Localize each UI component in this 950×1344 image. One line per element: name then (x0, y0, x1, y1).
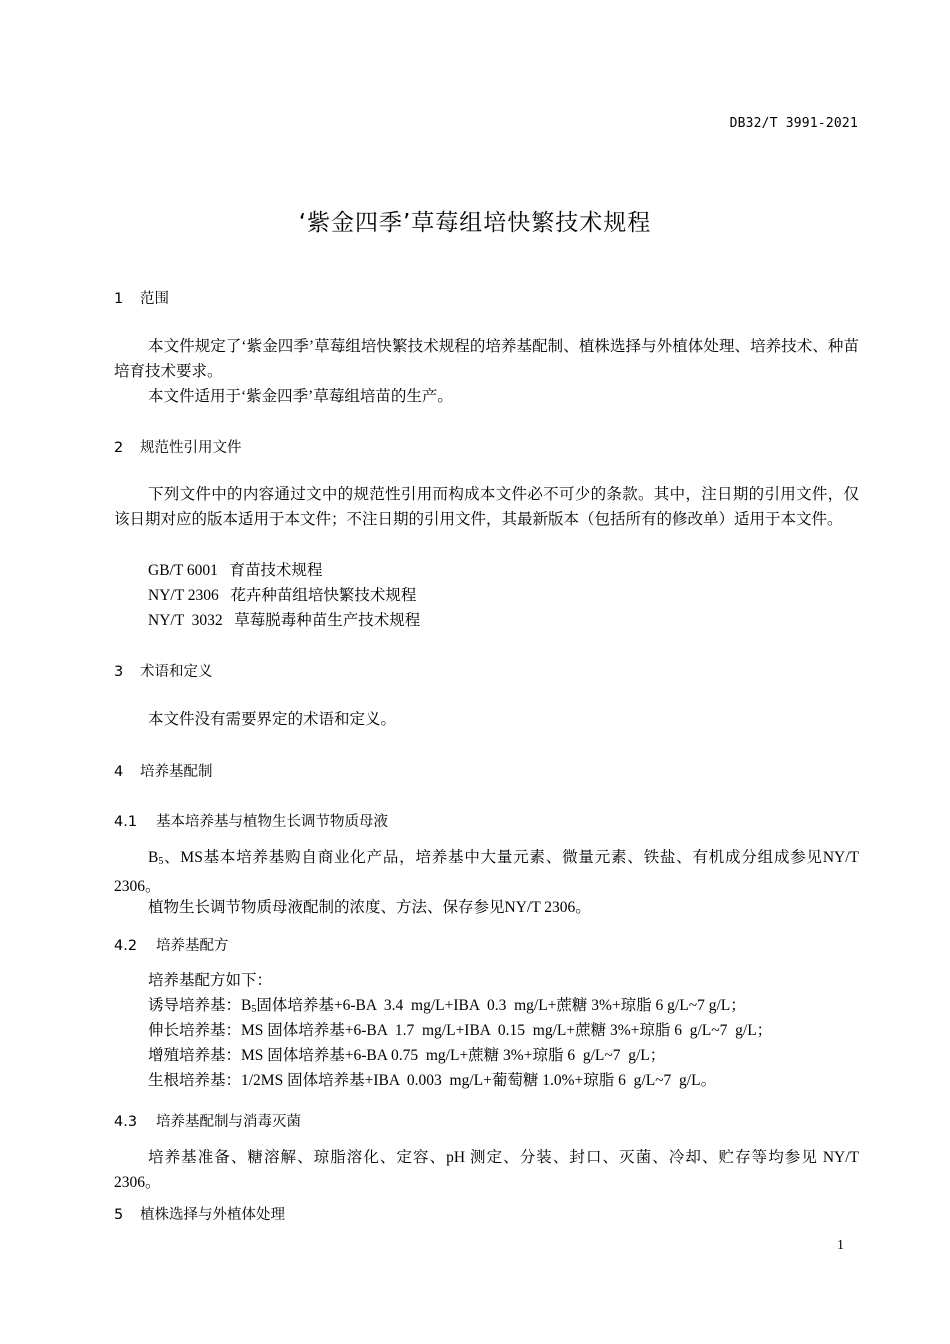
section-2-paragraph-1: 下列文件中的内容通过文中的规范性引用而构成本文件必不可少的条款。其中，注日期的引用文件，仅该日期对应的版本适用于本文件；不注日期的引用文件，其最新版本（包括所有的修改单）适用于本文件。 (114, 486, 859, 528)
section-4-1-heading: 4.1 基本培养基与植物生长调节物质母液 (114, 814, 388, 830)
section-3-heading: 3 术语和定义 (114, 664, 213, 680)
section-1-paragraph-1: 本文件规定了‘紫金四季’草莓组培快繁技术规程的培养基配制、植株选择与外植体处理、培养技术、种苗培育技术要求。 (114, 338, 859, 380)
section-3-paragraph-1: 本文件没有需要界定的术语和定义。 (148, 711, 397, 728)
section-4-1-paragraph-1: $B_5$、MS基本培养基购自商业化产品，培养基中大量元素、微量元素、铁盐、有机成分组成参见NY/T 2306。 (114, 849, 859, 895)
page-number: 1 (837, 1238, 844, 1253)
reference-item: NY/T 3032 草莓脱毒种苗生产技术规程 (148, 612, 421, 629)
formula-rooting: 生根培养基：1/2MS 固体培养基+IBA 0.003 mg/L+葡萄糖 1.0%+琼脂 6 g/L~7 g/L。 (148, 1072, 717, 1089)
section-4-3-paragraph-1: 培养基准备、糖溶解、琼脂溶化、定容、pH 测定、分装、封口、灭菌、冷却、贮存等均参见 NY/T 2306。 (114, 1149, 859, 1191)
formula-induction: 诱导培养基：$B_5$固体培养基+6-BA 3.4 mg/L+IBA 0.3 mg/L+蔗糖 3%+琼脂 6 g/L~7 g/L； (148, 997, 746, 1015)
section-2-heading: 2 规范性引用文件 (114, 440, 242, 456)
section-4-3-heading: 4.3 培养基配制与消毒灭菌 (114, 1114, 301, 1130)
section-4-2-heading: 4.2 培养基配方 (114, 938, 229, 954)
section-4-heading: 4 培养基配制 (114, 764, 213, 780)
reference-item: NY/T 2306 花卉种苗组培快繁技术规程 (148, 587, 417, 604)
page-title: ‘紫金四季’草莓组培快繁技术规程 (298, 210, 652, 236)
section-1-heading: 1 范围 (114, 291, 169, 307)
formula-intro: 培养基配方如下： (148, 972, 273, 989)
section-4-1-paragraph-2: 植物生长调节物质母液配制的浓度、方法、保存参见NY/T 2306。 (148, 899, 591, 916)
section-5-heading: 5 植株选择与外植体处理 (114, 1207, 285, 1223)
formula-proliferation: 增殖培养基：MS 固体培养基+6-BA 0.75 mg/L+蔗糖 3%+琼脂 6 g/L~7 g/L； (148, 1047, 666, 1064)
document-code: DB32/T 3991-2021 (729, 116, 858, 131)
section-1-paragraph-2: 本文件适用于‘紫金四季’草莓组培苗的生产。 (148, 388, 453, 405)
reference-item: GB/T 6001 育苗技术规程 (148, 562, 323, 579)
formula-elongation: 伸长培养基：MS 固体培养基+6-BA 1.7 mg/L+IBA 0.15 mg/L+蔗糖 3%+琼脂 6 g/L~7 g/L； (148, 1022, 773, 1039)
